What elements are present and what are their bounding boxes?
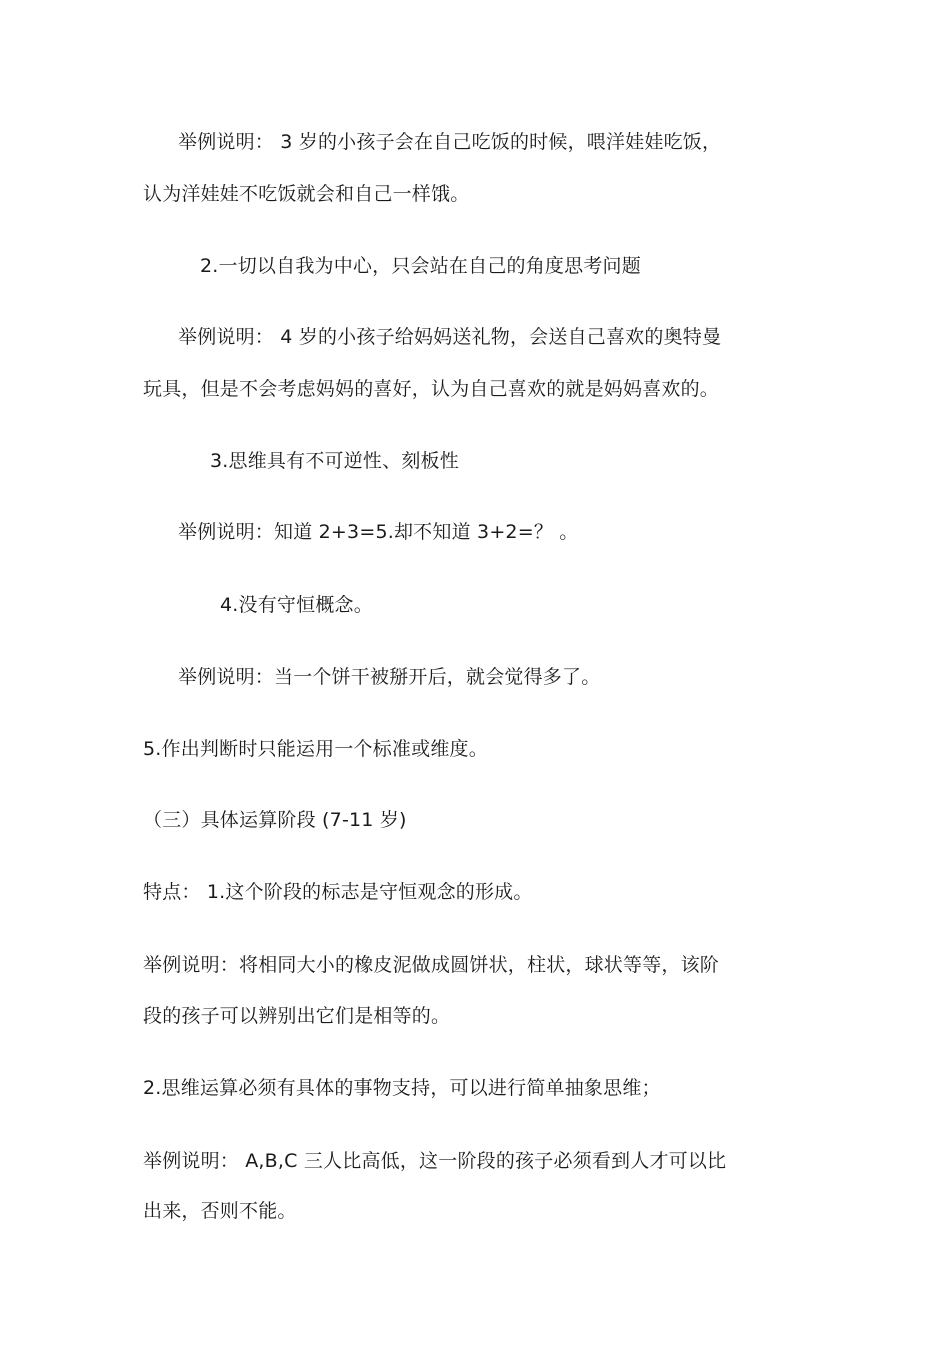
example-line-1: 举例说明： 3 岁的小孩子会在自己吃饭的时候，喂洋娃娃吃饭， — [178, 131, 722, 153]
example-line-10: 出来，否则不能。 — [143, 1200, 297, 1222]
point-heading-3: 3.思维具有不可逆性、刻板性 — [210, 450, 459, 472]
example-line-6: 举例说明：当一个饼干被掰开后，就会觉得多了。 — [178, 666, 601, 688]
example-line-4: 玩具，但是不会考虑妈妈的喜好，认为自己喜欢的就是妈妈喜欢的。 — [143, 378, 720, 400]
section-heading: （三）具体运算阶段 (7-11 岁) — [143, 809, 407, 831]
point-heading-5: 5.作出判断时只能运用一个标准或维度。 — [143, 738, 488, 760]
example-line-3: 举例说明： 4 岁的小孩子给妈妈送礼物，会送自己喜欢的奥特曼 — [178, 326, 722, 348]
feature-line: 特点： 1.这个阶段的标志是守恒观念的形成。 — [143, 881, 533, 903]
point-heading-2: 2.一切以自我为中心，只会站在自己的角度思考问题 — [200, 255, 641, 277]
point-heading-6: 2.思维运算必须有具体的事物支持，可以进行简单抽象思维； — [143, 1077, 661, 1099]
example-line-2: 认为洋娃娃不吃饭就会和自己一样饿。 — [143, 183, 470, 205]
example-line-9: 举例说明： A,B,C 三人比高低，这一阶段的孩子必须看到人才可以比 — [143, 1150, 727, 1172]
example-line-8: 段的孩子可以辨别出它们是相等的。 — [143, 1005, 451, 1027]
example-line-7: 举例说明：将相同大小的橡皮泥做成圆饼状，柱状，球状等等，该阶 — [143, 954, 720, 976]
point-heading-4: 4.没有守恒概念。 — [220, 594, 373, 616]
example-line-5: 举例说明：知道 2+3=5.却不知道 3+2=？ 。 — [178, 521, 579, 543]
